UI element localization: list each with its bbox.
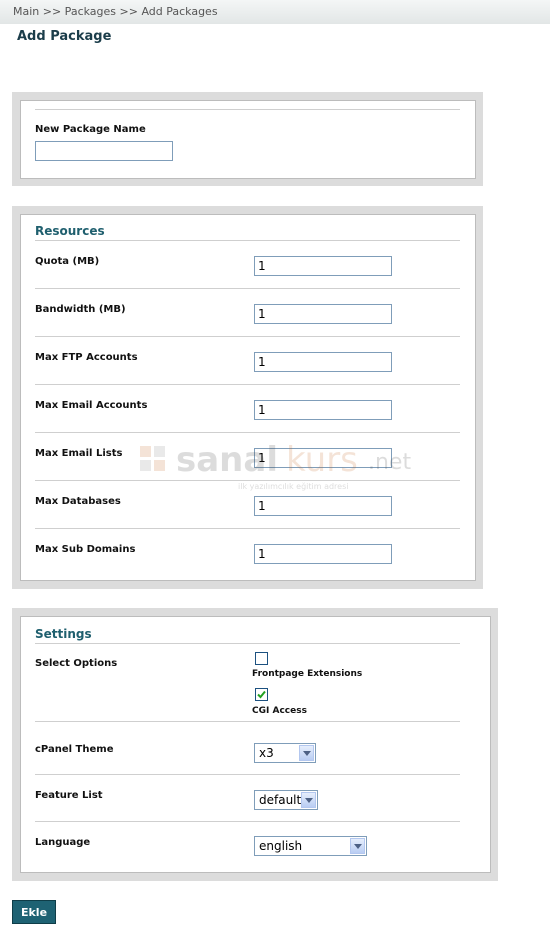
cpanel-theme-select[interactable] (254, 743, 316, 763)
divider (35, 288, 460, 289)
watermark-icon (140, 446, 166, 472)
quota-label: Quota (MB) (35, 256, 100, 267)
divider (35, 240, 460, 241)
watermark-text-3: .net (368, 450, 412, 475)
divider (35, 432, 460, 433)
max-ftp-input[interactable] (254, 352, 392, 372)
watermark-logo (140, 440, 430, 500)
language-value: english (259, 839, 303, 853)
cgi-access-label: CGI Access (252, 706, 307, 716)
cpanel-theme-value: x3 (259, 746, 274, 760)
package-name-label: New Package Name (35, 124, 146, 135)
resources-title: Resources (35, 224, 105, 238)
package-name-box (20, 100, 476, 179)
divider (35, 821, 460, 822)
checkmark-icon (256, 689, 267, 700)
divider (35, 109, 460, 110)
feature-list-select[interactable] (254, 790, 318, 810)
feature-list-value: default (259, 793, 302, 807)
language-label: Language (35, 837, 91, 848)
language-select[interactable] (254, 836, 367, 856)
max-email-lists-label: Max Email Lists (35, 448, 123, 459)
divider (35, 774, 460, 775)
chevron-down-icon[interactable] (299, 745, 314, 761)
frontpage-extensions-checkbox[interactable] (255, 652, 268, 665)
watermark-text-1: sanal (176, 440, 278, 480)
divider (35, 336, 460, 337)
feature-list-label: Feature List (35, 790, 103, 801)
resources-box (20, 214, 476, 581)
settings-title: Settings (35, 627, 92, 641)
max-sub-domains-label: Max Sub Domains (35, 544, 136, 555)
max-ftp-label: Max FTP Accounts (35, 352, 138, 363)
bandwidth-input[interactable] (254, 304, 392, 324)
cgi-access-checkbox[interactable] (255, 688, 268, 701)
max-sub-domains-input[interactable] (254, 544, 392, 564)
select-options-label: Select Options (35, 658, 118, 669)
divider (35, 384, 460, 385)
page-title: Add Package (17, 29, 112, 44)
submit-button[interactable]: Ekle (12, 900, 56, 924)
max-databases-label: Max Databases (35, 496, 121, 507)
divider (35, 643, 460, 644)
watermark-tagline: ilk yazılımcılık eğitim adresi (238, 482, 349, 491)
max-email-accounts-label: Max Email Accounts (35, 400, 148, 411)
bandwidth-label: Bandwidth (MB) (35, 304, 126, 315)
watermark-text-2: kurs (286, 440, 358, 480)
divider (35, 721, 460, 722)
chevron-down-icon[interactable] (301, 792, 316, 808)
frontpage-extensions-label: Frontpage Extensions (252, 669, 363, 679)
package-name-input[interactable] (35, 141, 173, 161)
cpanel-theme-label: cPanel Theme (35, 744, 114, 755)
breadcrumb: Main >> Packages >> Add Packages (0, 0, 550, 24)
chevron-down-icon[interactable] (350, 838, 365, 854)
quota-input[interactable] (254, 256, 392, 276)
divider (35, 528, 460, 529)
max-email-accounts-input[interactable] (254, 400, 392, 420)
